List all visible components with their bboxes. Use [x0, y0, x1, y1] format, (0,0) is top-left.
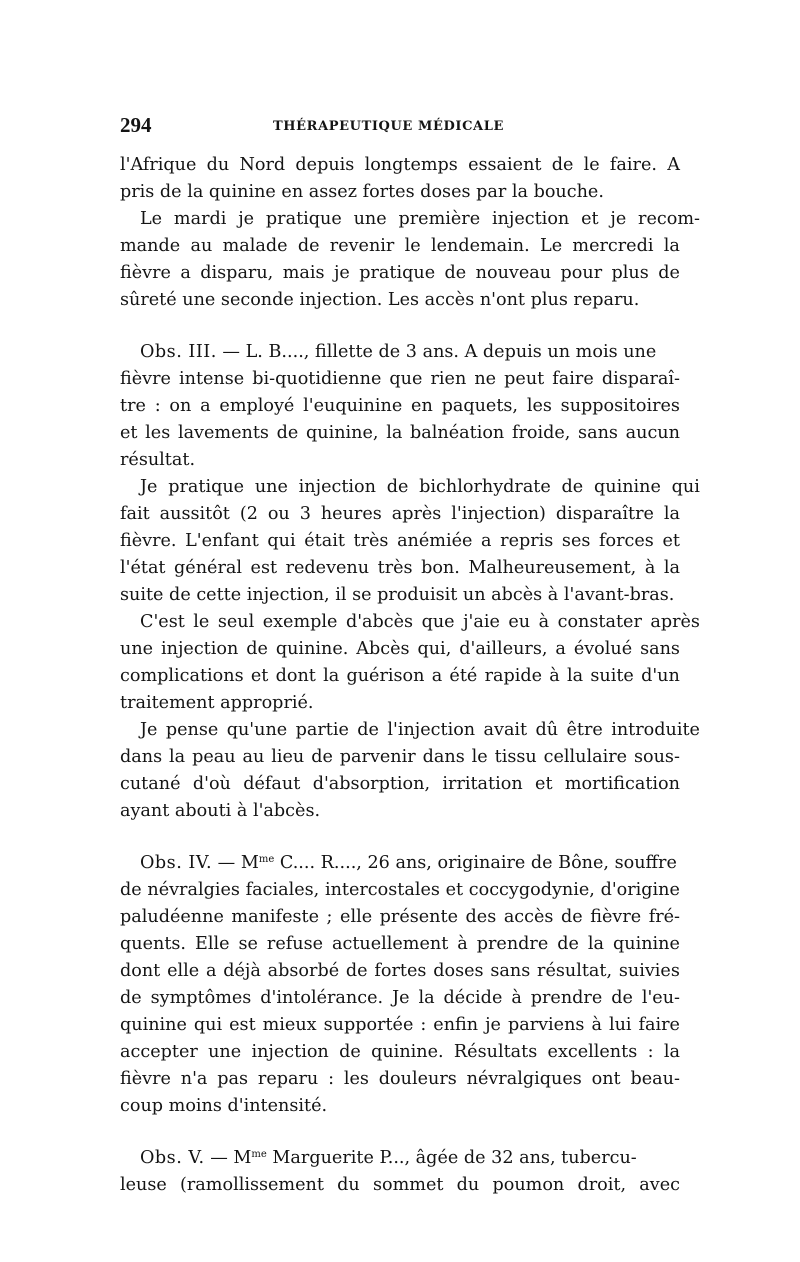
text-line: fait aussitôt (2 ou 3 heures après l'injection) disparaître la — [120, 504, 680, 524]
text-line: Je pense qu'une partie de l'injection avait dû être introduite — [140, 720, 700, 740]
title-superscript: me — [251, 1149, 267, 1160]
text-line: leuse (ramollissement du sommet du poumon droit, avec — [120, 1175, 680, 1195]
observation-heading-line: Obs. V. — $M^{me}$ Marguerite P..., âgée de 32 ans, tubercu- — [140, 1148, 637, 1168]
text-line: résultat. — [120, 450, 196, 470]
text-line: C'est le seul exemple d'abcès que j'aie eu à constater après — [140, 612, 700, 632]
text-line: dont elle a déjà absorbé de fortes doses sans résultat, suivies — [120, 961, 680, 981]
page-header — [120, 113, 680, 143]
text-line: fièvre a disparu, mais je pratique de nouveau pour plus de — [120, 263, 680, 283]
text-line: de symptômes d'intolérance. Je la décide à prendre de l'eu- — [120, 988, 680, 1008]
text-line: Le mardi je pratique une première injection et je recom- — [140, 209, 700, 229]
text-line: pris de la quinine en assez fortes doses par la bouche. — [120, 182, 604, 202]
text-line: fièvre n'a pas reparu : les douleurs névralgiques ont beau- — [120, 1069, 680, 1089]
text-line: accepter une injection de quinine. Résultats excellents : la — [120, 1042, 680, 1062]
title-superscript: me — [258, 854, 275, 865]
text-line: quinine qui est mieux supportée : enfin je parviens à lui faire — [120, 1015, 680, 1035]
text-line: l'état général est redevenu très bon. Malheureusement, à la — [120, 558, 680, 578]
text-line: fièvre. L'enfant qui était très anémiée a repris ses forces et — [120, 531, 680, 551]
observation-heading-line: Obs. III. — L. B...., fillette de 3 ans. A depuis un mois une — [140, 342, 657, 362]
observation-heading-line: Obs. IV. — $M^{me}$ C.... R...., 26 ans, originaire de Bône, souffre — [140, 853, 677, 873]
observation-label: Obs. IV. — [140, 853, 213, 873]
page-number: 294 — [120, 113, 152, 137]
text-line: dans la peau au lieu de parvenir dans le tissu cellulaire sous- — [120, 747, 680, 767]
text-line: une injection de quinine. Abcès qui, d'ailleurs, a évolué sans — [120, 639, 680, 659]
observation-label: Obs. III. — [140, 342, 217, 362]
text-line: paludéenne manifeste ; elle présente des accès de fièvre fré- — [120, 907, 680, 927]
text-line: suite de cette injection, il se produisit un abcès à l'avant-bras. — [120, 585, 675, 605]
running-title: THÉRAPEUTIQUE MÉDICALE — [273, 119, 504, 134]
text-line: coup moins d'intensité. — [120, 1096, 328, 1116]
text-line: de névralgies faciales, intercostales et coccygodynie, d'origine — [120, 880, 680, 900]
text-line: fièvre intense bi-quotidienne que rien ne peut faire disparaî- — [120, 369, 680, 389]
text-line: complications et dont la guérison a été rapide à la suite d'un — [120, 666, 680, 686]
text-line: Je pratique une injection de bichlorhydrate de quinine qui — [140, 477, 700, 497]
text-line: et les lavements de quinine, la balnéation froide, sans aucun — [120, 423, 680, 443]
text-line: tre : on a employé l'euquinine en paquets, les suppositoires — [120, 396, 680, 416]
text-line: cutané d'où défaut d'absorption, irritation et mortification — [120, 774, 680, 794]
text-line: l'Afrique du Nord depuis longtemps essaient de le faire. A — [120, 155, 680, 175]
text-line: ayant abouti à l'abcès. — [120, 801, 321, 821]
text-line: quents. Elle se refuse actuellement à prendre de la quinine — [120, 934, 680, 954]
text-line: traitement approprié. — [120, 693, 314, 713]
observation-label: Obs. V. — [140, 1148, 205, 1168]
text-line: sûreté une seconde injection. Les accès n'ont plus reparu. — [120, 290, 640, 310]
text-line: mande au malade de revenir le lendemain. Le mercredi la — [120, 236, 680, 256]
